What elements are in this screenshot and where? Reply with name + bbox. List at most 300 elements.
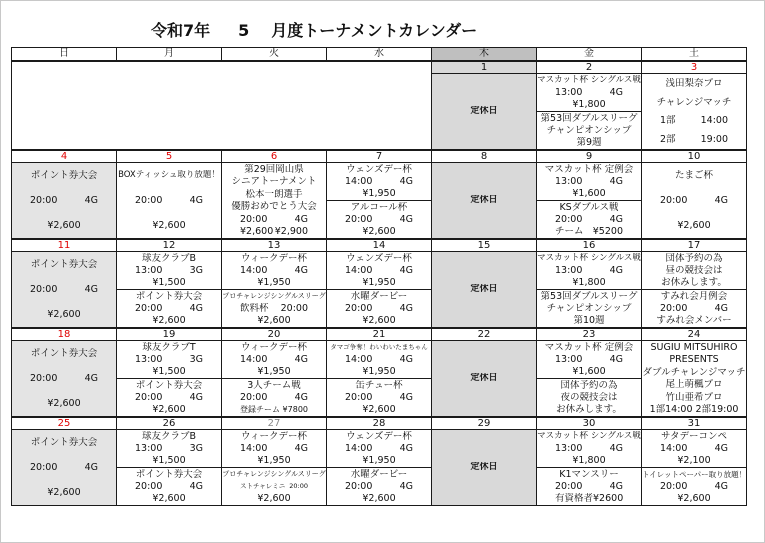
day-events (12, 252, 116, 327)
week-date-row (12, 150, 747, 163)
event-detail-left: 20:00 (135, 195, 163, 206)
event-title: 球友クラブB (141, 430, 197, 442)
event-detail-line (12, 284, 116, 295)
event-title: ポイント券大会 (30, 170, 98, 181)
date-number: 7 (327, 150, 432, 163)
date-number: 22 (432, 328, 537, 341)
day-cell (117, 163, 222, 240)
event-block (432, 163, 536, 238)
event-detail-line: ¥1,600 (572, 366, 606, 378)
event-detail-line: ¥2,600 (362, 493, 396, 505)
event-title: タマゴ争奪！わいわいたまちゃん (330, 342, 428, 351)
day-events (537, 430, 641, 505)
event-detail-line: シニアトーナメント (231, 176, 317, 188)
event-detail-left: 20:00 (240, 391, 268, 403)
event-detail-left: 1部 (660, 115, 676, 127)
event-detail-line: ¥1,500 (152, 455, 186, 467)
event-detail-right: 4G (714, 442, 728, 454)
event-block (12, 163, 116, 238)
event-title: K1マンスリー (559, 468, 619, 480)
event-title: たまご杯 (674, 170, 713, 181)
event-detail-left: 飲料杯 (240, 302, 269, 314)
event-detail-left: 20:00 (240, 213, 268, 225)
week-content-row (12, 163, 747, 240)
event-detail-line: ¥1,950 (362, 188, 396, 200)
event-block (537, 378, 641, 416)
event-detail-line (222, 481, 326, 492)
event-block (327, 289, 431, 327)
event-block (222, 163, 326, 238)
event-title: ウェンズデー杯 (346, 252, 412, 264)
event-detail-left: 14:00 (240, 442, 268, 454)
calendar-header (12, 48, 747, 62)
event-detail-line (327, 481, 431, 492)
event-title: ポイント券大会 (135, 379, 203, 391)
event-detail-right: 20:00 (289, 481, 308, 490)
week-content-row (12, 341, 747, 418)
event-detail-line (12, 462, 116, 473)
event-detail-right: 4G (294, 353, 308, 365)
event-title: ポイント券大会 (30, 437, 98, 448)
event-block (12, 341, 116, 416)
event-detail-right: 4G (294, 442, 308, 454)
event-detail-line (222, 214, 326, 225)
event-block (12, 252, 116, 327)
date-number: 14 (327, 239, 432, 252)
event-detail-line (537, 214, 641, 225)
week-content-row (12, 252, 747, 329)
date-number: 8 (432, 150, 537, 163)
event-detail-right: 4G (84, 373, 98, 384)
day-cell (12, 341, 117, 418)
event-block (642, 163, 746, 238)
event-block (537, 200, 641, 238)
event-detail-right: 4G (294, 391, 308, 403)
day-cell (222, 163, 327, 240)
event-detail-right: 4G (399, 302, 413, 314)
event-detail-right: 4G (609, 213, 623, 225)
event-detail-line (117, 354, 221, 365)
event-detail-left: 13:00 (135, 264, 163, 276)
day-cell (537, 341, 642, 418)
event-detail-line (537, 265, 641, 276)
event-detail-line: ¥2,600 (47, 309, 81, 320)
day-events (12, 163, 116, 238)
day-events (222, 252, 326, 327)
day-events (12, 341, 116, 416)
event-block (222, 289, 326, 327)
event-detail-line: お休みします。 (556, 404, 622, 416)
event-detail-left: 20:00 (30, 195, 58, 206)
event-detail-line (642, 134, 746, 145)
event-detail-line: PRESENTS (669, 354, 719, 366)
week-date-row (12, 61, 747, 74)
event-block (117, 378, 221, 416)
event-detail-line (537, 443, 641, 454)
event-detail-left: 有資格者 (555, 493, 594, 505)
event-detail-line (642, 115, 746, 126)
event-detail-right: 4G (399, 480, 413, 492)
date-number: 21 (327, 328, 432, 341)
day-cell (642, 252, 747, 329)
date-number: 15 (432, 239, 537, 252)
event-detail-left: 20:00 (555, 213, 583, 225)
event-title: 団体予約の為 (560, 379, 618, 391)
date-number: 11 (12, 239, 117, 252)
event-detail-right: 4G (714, 195, 728, 206)
event-detail-line (642, 195, 746, 206)
event-block (642, 74, 746, 149)
event-block (117, 252, 221, 289)
event-detail-line: チャレンジマッチ (656, 96, 732, 108)
date-number: 5 (117, 150, 222, 163)
title-suffix: 月度トーナメントカレンダー (271, 21, 478, 40)
date-number: 16 (537, 239, 642, 252)
day-events (117, 430, 221, 505)
event-detail-right: 4G (399, 175, 413, 187)
event-detail-left: 13:00 (555, 353, 583, 365)
event-block (537, 289, 641, 327)
day-cell (12, 252, 117, 329)
event-detail-line: ¥1,800 (572, 277, 606, 289)
event-detail-right: 4G (609, 86, 623, 98)
event-detail-right: 4G (399, 264, 413, 276)
event-detail-right: 4G (294, 264, 308, 276)
day-events (432, 430, 536, 505)
event-title: プロチャレンジシングルスリーグ (222, 469, 326, 478)
weekday-tue: 火 (222, 48, 327, 62)
day-events (222, 341, 326, 416)
event-title: ポイント券大会 (30, 259, 98, 270)
date-number: 1 (432, 61, 537, 74)
day-cell (117, 430, 222, 506)
event-detail-left: 20:00 (135, 480, 163, 492)
event-detail-line (642, 443, 746, 454)
event-block (432, 341, 536, 416)
event-detail-right: 19:00 (700, 134, 728, 146)
event-detail-line: ¥1,950 (362, 277, 396, 289)
event-detail-line (642, 303, 746, 314)
day-cell (117, 341, 222, 418)
event-detail-right: ¥5200 (592, 226, 623, 238)
event-block (327, 163, 431, 200)
event-detail-left: 20:00 (345, 391, 373, 403)
weekday-header-row (12, 48, 747, 62)
event-detail-left: 14:00 (345, 442, 373, 454)
event-detail-line: チャンピオンシップ (546, 302, 632, 314)
day-events (432, 163, 536, 238)
event-block (327, 341, 431, 378)
date-number: 20 (222, 328, 327, 341)
date-number: 26 (117, 417, 222, 430)
event-detail-line (327, 214, 431, 225)
date-number: 28 (327, 417, 432, 430)
event-detail-line: ¥2,600 (677, 220, 711, 231)
day-events (117, 341, 221, 416)
event-detail-line (117, 303, 221, 314)
day-cell (327, 163, 432, 240)
event-block (222, 430, 326, 467)
event-block (222, 252, 326, 289)
day-events (642, 163, 746, 238)
day-events (327, 430, 431, 505)
event-detail-left: 14:00 (240, 353, 268, 365)
tournament-calendar (11, 47, 747, 506)
event-detail-right: 4G (609, 264, 623, 276)
date-number: 17 (642, 239, 747, 252)
day-events (117, 252, 221, 327)
event-detail-right: ¥2,900 (274, 226, 308, 238)
day-cell (222, 341, 327, 418)
event-title: 定休日 (470, 195, 498, 205)
event-title: プロチャレンジシングルスリーグ (222, 291, 326, 300)
day-cell (642, 163, 747, 240)
event-detail-line: ¥2,600 (362, 404, 396, 416)
week-date-row (12, 417, 747, 430)
event-detail-line: ¥1,950 (362, 455, 396, 467)
event-detail-line (222, 392, 326, 403)
date-number: 10 (642, 150, 747, 163)
day-cell (222, 430, 327, 506)
event-block (537, 341, 641, 378)
event-detail-right: 4G (399, 353, 413, 365)
event-detail-left: 20:00 (30, 373, 58, 384)
event-block (327, 378, 431, 416)
event-detail-line (222, 303, 326, 314)
event-detail-line (537, 226, 641, 237)
event-detail-right: 4G (609, 353, 623, 365)
event-block (222, 341, 326, 378)
event-title: ウィークデー杯 (241, 430, 307, 442)
event-detail-line (117, 481, 221, 492)
event-detail-right: 4G (84, 462, 98, 473)
event-detail-line (222, 443, 326, 454)
weekday-sat: 土 (642, 48, 747, 62)
event-title: ウェンズデー杯 (346, 430, 412, 442)
day-events (432, 74, 536, 149)
event-detail-left: 20:00 (135, 391, 163, 403)
page-title (151, 18, 477, 41)
event-detail-line: ダブルチャレンジマッチ (642, 366, 746, 378)
date-number: 13 (222, 239, 327, 252)
event-detail-line (117, 265, 221, 276)
event-detail-line: ¥1,800 (572, 455, 606, 467)
event-detail-line: ¥1,500 (152, 277, 186, 289)
event-detail-line: 第10週 (573, 315, 605, 327)
event-detail-left: 2部 (660, 134, 676, 146)
event-title: アルコール杯 (350, 201, 408, 213)
event-detail-left: ¥2,600 (240, 226, 274, 238)
event-detail-right: 4G (714, 480, 728, 492)
day-events (537, 74, 641, 149)
event-detail-left: 14:00 (240, 264, 268, 276)
event-detail-line: ¥1,950 (257, 277, 291, 289)
event-block (117, 163, 221, 238)
day-events (537, 163, 641, 238)
event-detail-line: 尾上萌楓プロ (665, 379, 723, 391)
event-detail-left: チーム (555, 226, 584, 238)
event-title: 水曜ダービー (350, 468, 408, 480)
event-detail-left: 20:00 (30, 462, 58, 473)
event-title: 水曜ダービー (350, 290, 408, 302)
weekday-fri: 金 (537, 48, 642, 62)
event-detail-line (222, 265, 326, 276)
day-cell (117, 252, 222, 329)
event-detail-right: 4G (189, 480, 203, 492)
event-title: サタデーコンペ (660, 430, 728, 442)
date-number: 23 (537, 328, 642, 341)
event-detail-line: ¥1,600 (572, 188, 606, 200)
event-detail-line (327, 265, 431, 276)
event-block (117, 289, 221, 327)
day-cell (432, 74, 537, 151)
date-number: 30 (537, 417, 642, 430)
event-detail-line (327, 443, 431, 454)
event-detail-left: 13:00 (135, 353, 163, 365)
event-detail-line (642, 481, 746, 492)
event-block (432, 252, 536, 327)
date-number: 27 (222, 417, 327, 430)
event-detail-line: 優勝おめでとう大会 (231, 201, 317, 213)
event-detail-left: 20:00 (345, 480, 373, 492)
event-block (117, 341, 221, 378)
day-cell (327, 252, 432, 329)
event-detail-left: 14:00 (660, 442, 688, 454)
event-detail-left: 20:00 (345, 213, 373, 225)
event-detail-line: 昼の競技会は (665, 264, 723, 276)
event-title: 球友クラブT (142, 341, 196, 353)
day-cell (12, 163, 117, 240)
event-block (432, 74, 536, 149)
event-block (642, 252, 746, 289)
day-cell (432, 163, 537, 240)
event-title: SUGIU MITSUHIRO (650, 341, 738, 353)
event-detail-left: 20:00 (660, 480, 688, 492)
event-block (327, 467, 431, 505)
event-title: 定休日 (470, 106, 498, 116)
event-detail-line (537, 176, 641, 187)
day-cell (642, 341, 747, 418)
event-detail-line (222, 354, 326, 365)
event-detail-right: 4G (189, 195, 203, 206)
day-events (642, 341, 746, 416)
event-block (642, 289, 746, 327)
event-detail-line: チャンピオンシップ (546, 124, 632, 136)
event-detail-left: 20:00 (345, 302, 373, 314)
event-detail-line: ¥2,600 (152, 404, 186, 416)
event-block (642, 467, 746, 505)
event-detail-line (12, 373, 116, 384)
event-title: マスカット杯 シングルス戦 (537, 74, 641, 85)
event-detail-line (117, 443, 221, 454)
day-cell (432, 252, 537, 329)
event-detail-right: 3G (189, 442, 203, 454)
weekday-mon: 月 (117, 48, 222, 62)
date-number: 3 (642, 61, 747, 74)
event-detail-line: ¥2,600 (362, 226, 396, 238)
event-block (327, 200, 431, 238)
event-detail-line (117, 195, 221, 206)
event-title: トイレットペーパー取り放題！ (642, 469, 746, 479)
event-detail-right: 4G (189, 391, 203, 403)
event-detail-line (117, 392, 221, 403)
event-title: 第29回岡山県 (244, 163, 304, 175)
event-detail-line (537, 87, 641, 98)
event-detail-left: 13:00 (555, 442, 583, 454)
date-number: 4 (12, 150, 117, 163)
event-detail-right: 4G (399, 442, 413, 454)
event-block (537, 430, 641, 467)
date-number: 29 (432, 417, 537, 430)
event-detail-right: 4G (609, 442, 623, 454)
event-detail-right: ¥7800 (282, 405, 308, 415)
event-block (327, 430, 431, 467)
event-title: 浅田梨奈プロ (665, 77, 723, 89)
event-detail-line: ¥2,600 (257, 315, 291, 327)
weekday-sun: 日 (12, 48, 117, 62)
event-detail-line (327, 354, 431, 365)
event-detail-line: ¥1,500 (152, 366, 186, 378)
event-detail-line: ¥2,100 (677, 455, 711, 467)
event-title: マスカット杯 シングルス戦 (537, 252, 641, 263)
event-detail-left: 13:00 (555, 86, 583, 98)
day-cell (537, 252, 642, 329)
event-detail-right: 14:00 (700, 115, 728, 127)
day-events (537, 252, 641, 327)
event-detail-line: お休みします。 (661, 277, 727, 289)
day-events (117, 163, 221, 238)
date-number: 18 (12, 328, 117, 341)
blank-cell (12, 61, 432, 150)
event-detail-left: 14:00 (345, 175, 373, 187)
event-detail-right: 4G (609, 175, 623, 187)
event-detail-line (222, 404, 326, 415)
event-detail-line: 竹山亜希プロ (665, 391, 723, 403)
day-events (642, 430, 746, 505)
event-title: KSダブルス戦 (559, 201, 619, 213)
date-number: 12 (117, 239, 222, 252)
date-number: 25 (12, 417, 117, 430)
event-detail-line: 1部14:00 2部19:00 (649, 404, 739, 416)
event-title: 定休日 (470, 373, 498, 383)
event-detail-right: 3G (189, 264, 203, 276)
date-number: 19 (117, 328, 222, 341)
event-detail-left: 14:00 (345, 264, 373, 276)
event-title: ウィークデー杯 (241, 341, 307, 353)
event-detail-left: 13:00 (135, 442, 163, 454)
event-detail-right: 4G (399, 213, 413, 225)
event-detail-left: 14:00 (345, 353, 373, 365)
event-title: ウェンズデー杯 (346, 163, 412, 175)
day-cell (537, 430, 642, 506)
event-detail-line (12, 195, 116, 206)
date-number: 31 (642, 417, 747, 430)
event-block (642, 341, 746, 416)
event-title: 3人チーム戦 (247, 379, 301, 391)
calendar-body (12, 61, 747, 506)
event-block (327, 252, 431, 289)
event-block (537, 467, 641, 505)
weekday-thu: 木 (432, 48, 537, 62)
event-detail-left: 20:00 (660, 195, 688, 206)
event-detail-line (222, 226, 326, 237)
day-cell (12, 430, 117, 506)
event-detail-left: 20:00 (660, 302, 688, 314)
event-block (537, 74, 641, 111)
event-block (12, 430, 116, 505)
date-number: 2 (537, 61, 642, 74)
event-detail-left: 20:00 (135, 302, 163, 314)
